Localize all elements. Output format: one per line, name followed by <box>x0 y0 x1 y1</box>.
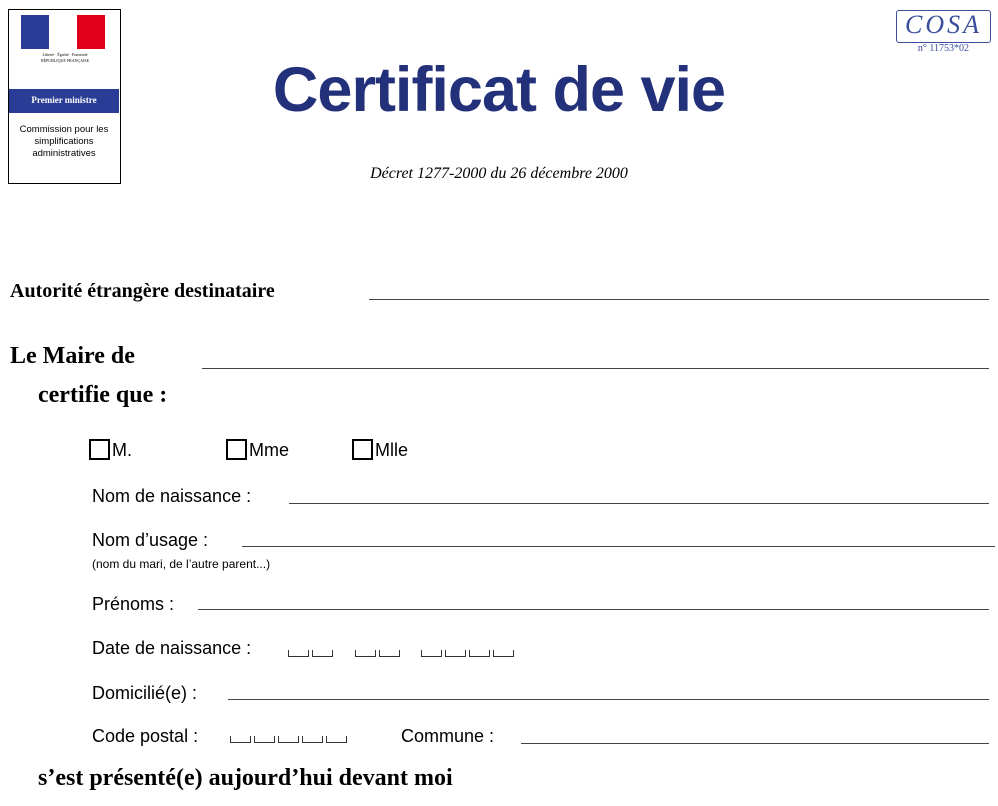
certify-label: certifie que : <box>38 382 168 408</box>
birth-name-label: Nom de naissance : <box>92 486 252 506</box>
decree-reference: Décret 1277-2000 du 26 décembre 2000 <box>370 165 628 182</box>
logo-republic: RÉPUBLIQUE FRANÇAISE <box>40 58 90 63</box>
checkbox-mme[interactable] <box>226 439 247 460</box>
commune-input-line[interactable] <box>521 743 989 744</box>
commune-label: Commune : <box>401 726 495 746</box>
mayor-label: Le Maire de <box>10 343 135 369</box>
logo-commission-text: Commission pour les simplifications administratives <box>19 124 109 159</box>
usage-name-label: Nom d’usage : <box>92 530 209 550</box>
first-names-input-line[interactable] <box>198 609 989 610</box>
checkbox-mme-label: Mme <box>249 440 289 460</box>
checkbox-mlle[interactable] <box>352 439 373 460</box>
usage-name-note: (nom du mari, de l’autre parent...) <box>92 557 271 571</box>
usage-name-input-line[interactable] <box>242 546 995 547</box>
cosa-stamp: COSA <box>905 10 982 39</box>
birth-date-label: Date de naissance : <box>92 638 252 658</box>
first-names-label: Prénoms : <box>92 594 175 614</box>
checkbox-mlle-label: Mlle <box>375 440 409 460</box>
page-title: Certificat de vie <box>272 55 726 125</box>
address-input-line[interactable] <box>228 699 989 700</box>
birth-day-boxes[interactable] <box>288 650 336 657</box>
mayor-input-line[interactable] <box>202 368 989 369</box>
marianne-flag-icon <box>21 15 105 49</box>
postal-code-label: Code postal : <box>92 726 199 746</box>
presented-statement: s’est présenté(e) aujourd’hui devant moi <box>38 765 453 791</box>
postal-code-boxes[interactable] <box>230 736 350 743</box>
checkbox-m-label: M. <box>112 440 132 460</box>
birth-month-boxes[interactable] <box>355 650 403 657</box>
form-number: n° 11753*02 <box>917 43 970 54</box>
logo-premier-ministre: Premier ministre <box>9 89 119 113</box>
checkbox-m[interactable] <box>89 439 110 460</box>
address-label: Domicilié(e) : <box>92 683 198 703</box>
logo-motto: Liberté · Égalité · Fraternité <box>42 52 88 57</box>
authority-label: Autorité étrangère destinataire <box>10 280 275 302</box>
authority-input-line[interactable] <box>369 299 989 300</box>
birth-year-boxes[interactable] <box>421 650 517 657</box>
birth-name-input-line[interactable] <box>289 503 989 504</box>
